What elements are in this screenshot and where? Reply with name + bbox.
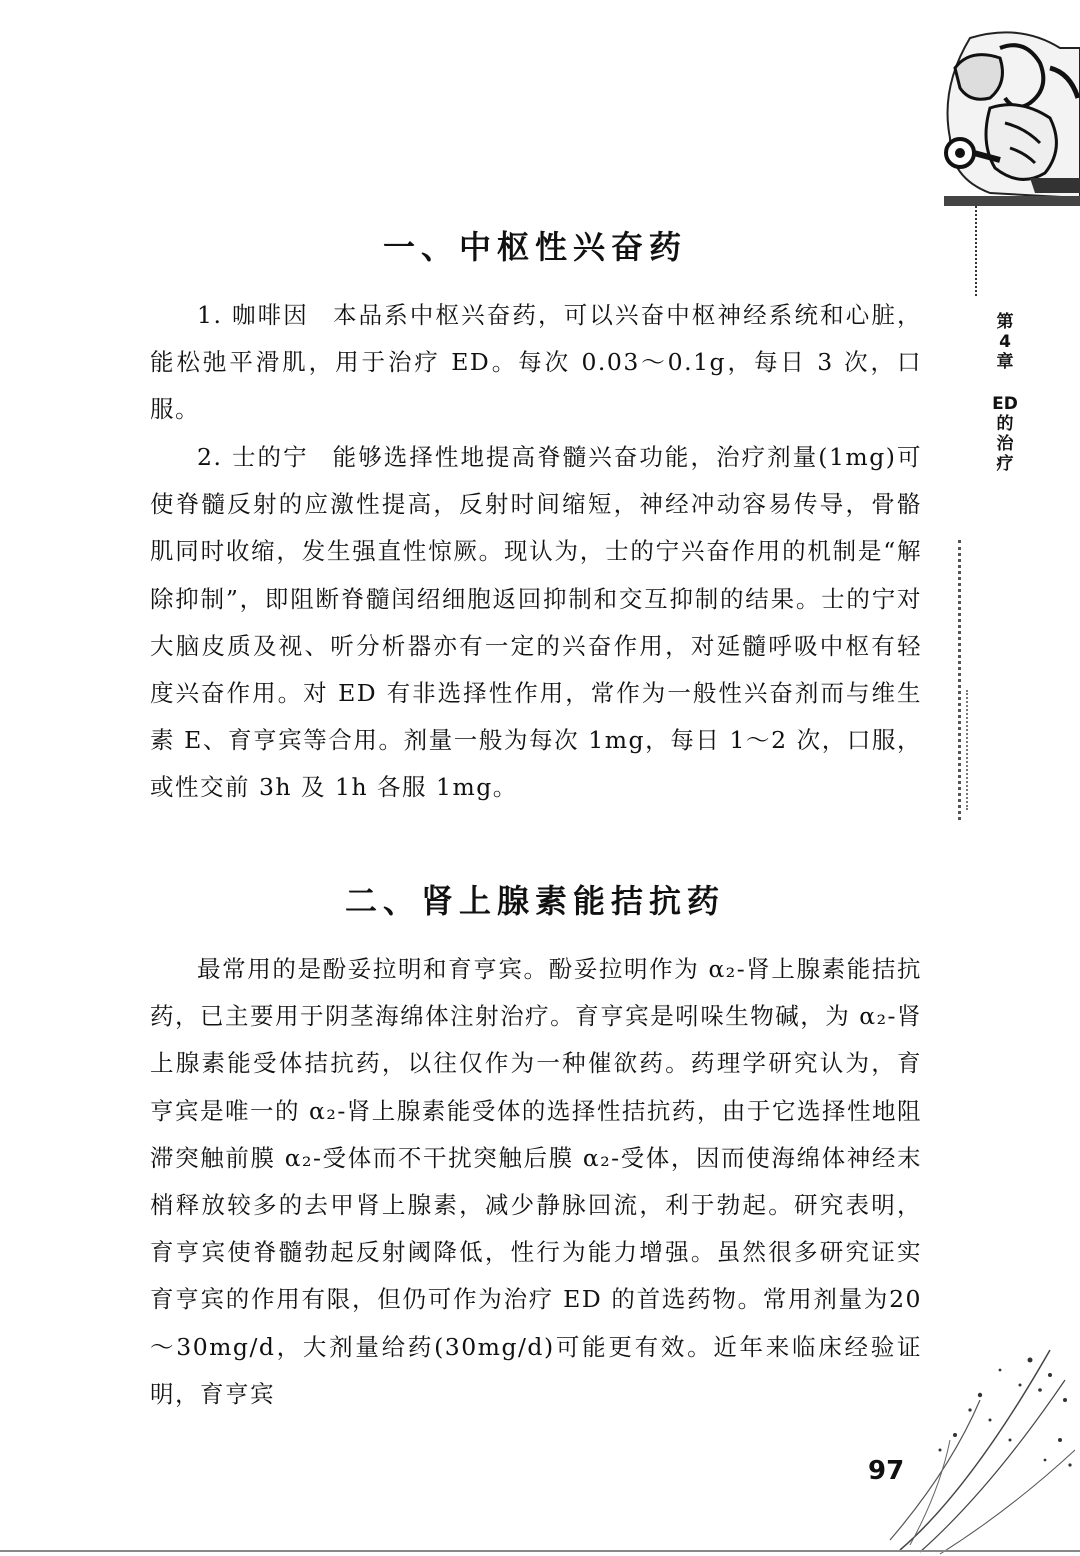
chapter-tab-line	[975, 206, 977, 296]
chapter-label-char: 4	[999, 332, 1011, 352]
chapter-topic-char: ED	[992, 394, 1018, 414]
chapter-topic-char: 治	[996, 434, 1014, 454]
strongman-illustration-icon	[930, 28, 1080, 198]
drug-name-caffeine: 1. 咖啡因	[197, 301, 309, 329]
chapter-label-char: 章	[996, 352, 1014, 372]
margin-dotted-line	[958, 540, 961, 820]
strychnine-text: 能够选择性地提高脊髓兴奋功能，治疗剂量(1mg)可使脊髓反射的应激性提高，反射时间缩短，神经冲动容易传导，骨骼肌同时收缩，发生强直性惊厥。现认为，士的宁兴奋作用的机制是“解除抑制”，即阻断脊髓闰绍细胞返回抑制和交互抑制的结果。士的宁对大脑皮质及视、听分析器亦有一定的兴奋作用，对延髓呼吸中枢有轻度兴奋作用。对 ED 有非选择性作用，常作为一般性兴奋剂而与维生素 E、育亨宾等合用。剂量一般为每次 1mg，每日 1～2 次，口服，或性交前 3h 及 1h 各服 1mg。	[150, 443, 922, 802]
spray-decoration-icon	[880, 1340, 1080, 1556]
paragraph-caffeine	[150, 292, 922, 434]
page-number: 97	[868, 1456, 905, 1486]
chapter-topic-char: 疗	[996, 454, 1014, 474]
chapter-topic-char: 的	[996, 414, 1014, 434]
chapter-side-label	[990, 312, 1020, 474]
chapter-tab-bar	[944, 196, 1080, 206]
paragraph-strychnine	[150, 434, 922, 812]
bottom-edge-line	[0, 1550, 1080, 1552]
chapter-label-char: 第	[996, 312, 1014, 332]
paragraph-adrenergic-antagonists: 最常用的是酚妥拉明和育亨宾。酚妥拉明作为 α₂-肾上腺素能拮抗药，已主要用于阴茎海绵体注射治疗。育亨宾是吲哚生物碱，为 α₂-肾上腺素能受体拮抗药，以往仅作为一种催欲药。药理学研究认为，育亨宾是唯一的 α₂-肾上腺素能受体的选择性拮抗药，由于它选择性地阻滞突触前膜 α₂-受体而不干扰突触后膜 α₂-受体，因而使海绵体神经末梢释放较多的去甲肾上腺素，减少静脉回流，利于勃起。研究表明，育亨宾使脊髓勃起反射阈降低，性行为能力增强。虽然很多研究证实育亨宾的作用有限，但仍可作为治疗 ED 的首选药物。常用剂量为20～30mg/d，大剂量给药(30mg/d)可能更有效。近年来临床经验证明，育亨宾	[150, 955, 922, 1408]
section-heading-2: 二、肾上腺素能拮抗药	[344, 882, 725, 920]
drug-name-strychnine: 2. 士的宁	[197, 443, 309, 471]
margin-dotted-line-2	[966, 690, 968, 810]
caffeine-text: 本品系中枢兴奋药，可以兴奋中枢神经系统和心脏，能松弛平滑肌，用于治疗 ED。每次 0.03～0.1g，每日 3 次，口服。	[150, 301, 922, 424]
section-heading-1: 一、中枢性兴奋药	[382, 228, 687, 266]
